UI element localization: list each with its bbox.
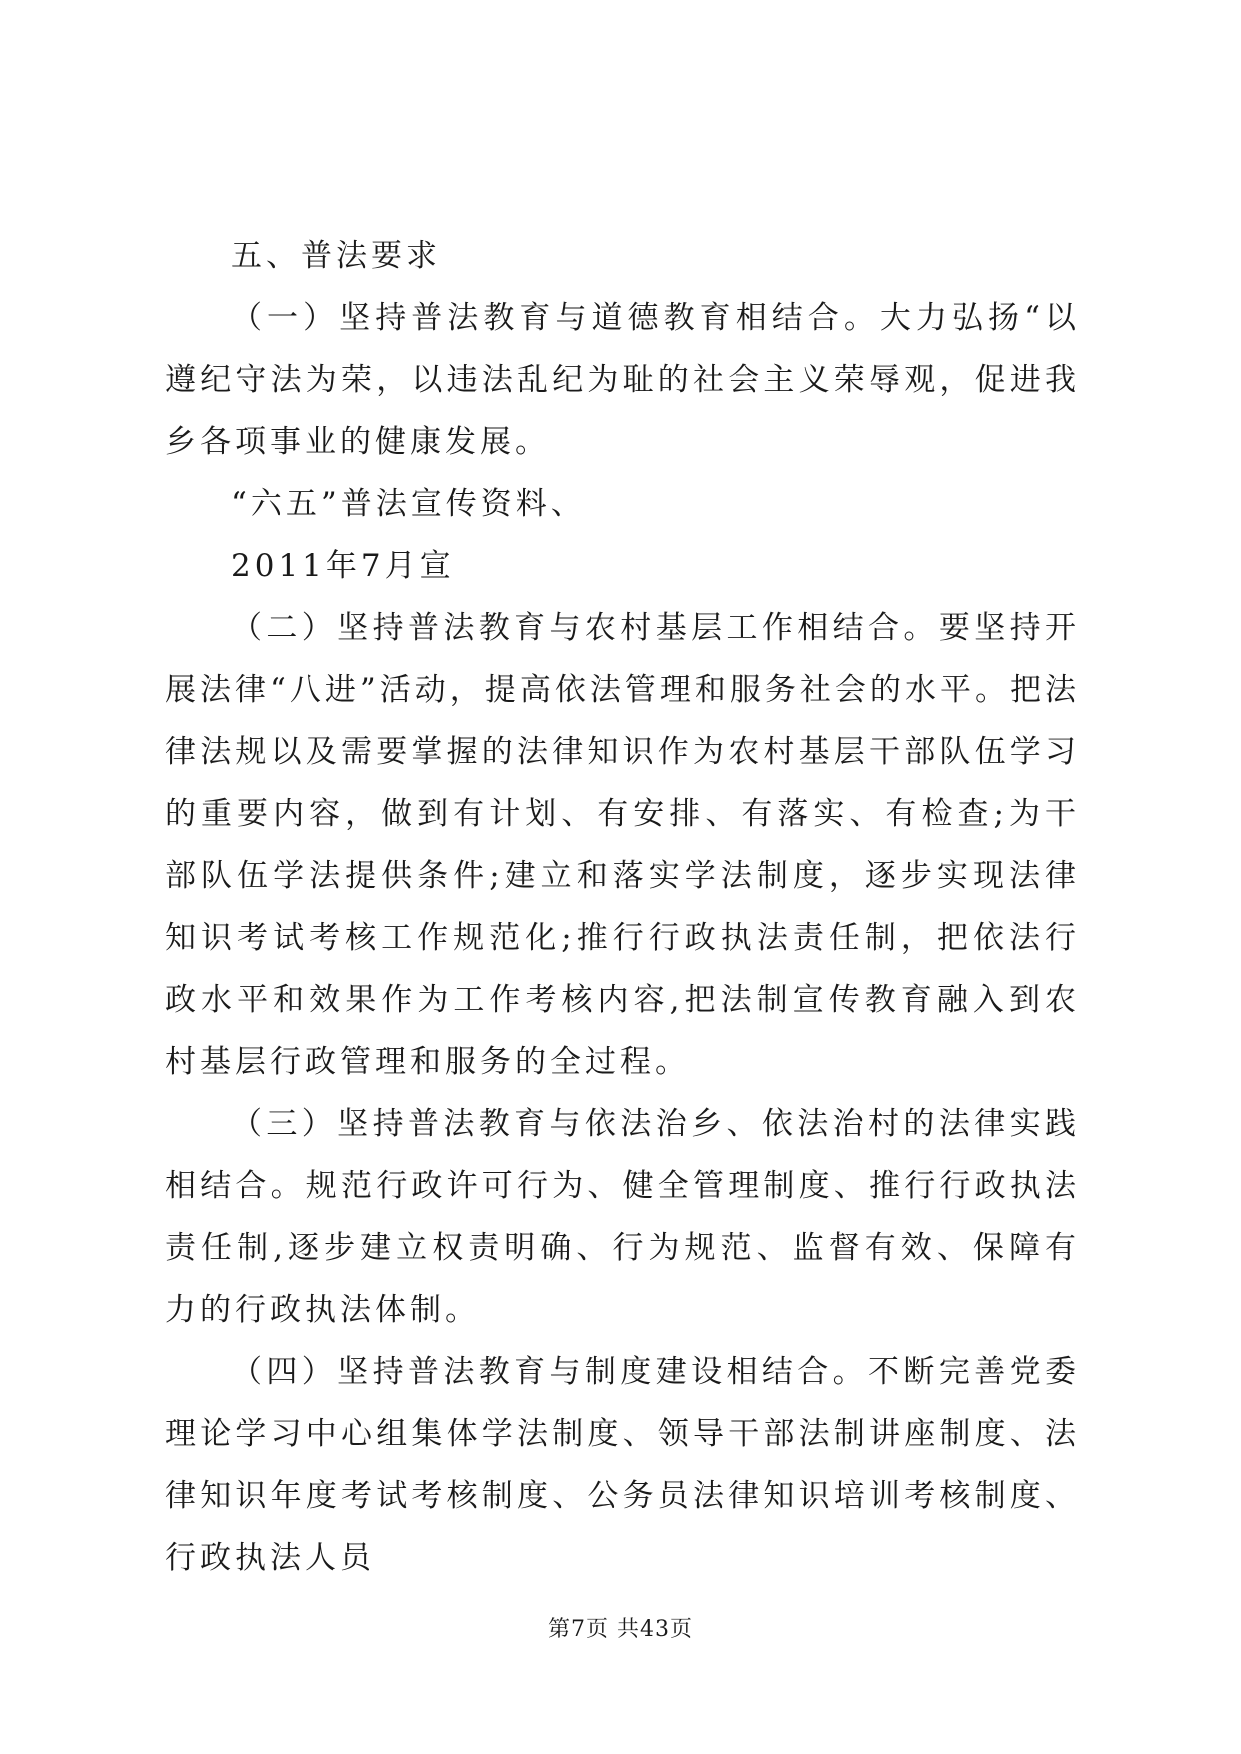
document-body	[165, 225, 1080, 1589]
paragraph-1: （一）坚持普法教育与道德教育相结合。大力弘扬“以遵纪守法为荣，以违法乱纪为耻的社会主义荣辱观，促进我乡各项事业的健康发展。	[165, 300, 1080, 460]
paragraph-2: “六五”普法宣传资料、	[231, 486, 586, 522]
paragraph-6: （四）坚持普法教育与制度建设相结合。不断完善党委理论学习中心组集体学法制度、领导干部法制讲座制度、法律知识年度考试考核制度、公务员法律知识培训考核制度、行政执法人员	[165, 1354, 1080, 1576]
section-heading: 五、普法要求	[231, 238, 441, 274]
page-number-footer: 第7页 共43页	[548, 1617, 693, 1642]
paragraph-5: （三）坚持普法教育与依法治乡、依法治村的法律实践相结合。规范行政许可行为、健全管理制度、推行行政执法责任制,逐步建立权责明确、行为规范、监督有效、保障有力的行政执法体制。	[165, 1106, 1080, 1328]
paragraph-4: （二）坚持普法教育与农村基层工作相结合。要坚持开展法律“八进”活动，提高依法管理和服务社会的水平。把法律法规以及需要掌握的法律知识作为农村基层干部队伍学习的重要内容，做到有计划、有安排、有落实、有检查;为干部队伍学法提供条件;建立和落实学法制度，逐步实现法律知识考试考核工作规范化;推行行政执法责任制，把依法行政水平和效果作为工作考核内容,把法制宣传教育融入到农村基层行政管理和服务的全过程。	[165, 610, 1080, 1080]
paragraph-3: 2011年7月宣	[231, 548, 455, 584]
